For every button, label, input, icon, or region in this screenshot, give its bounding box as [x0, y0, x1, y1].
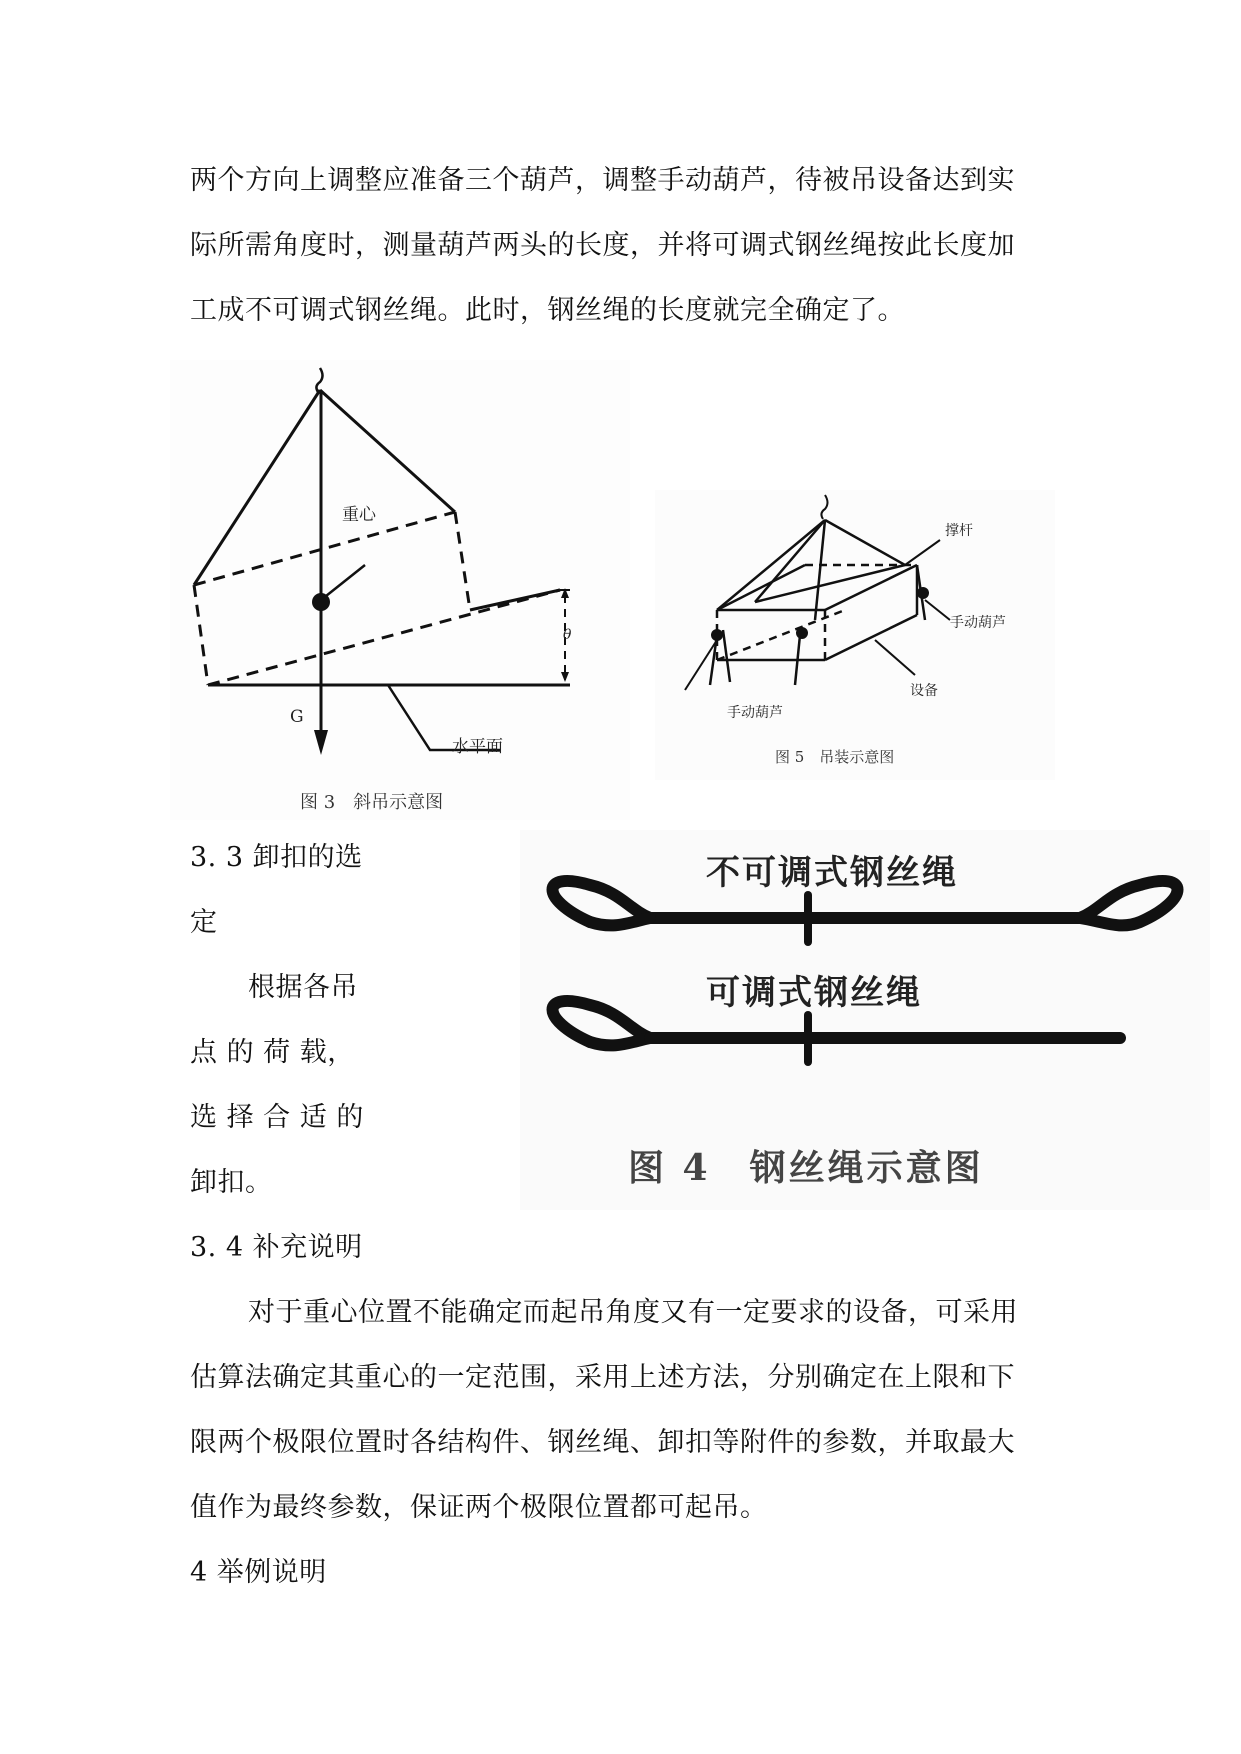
section-3-3-heading-cont: 定: [190, 907, 218, 938]
paragraph-line: 选 择 合 适 的: [190, 1102, 364, 1133]
figure-5: [655, 490, 1055, 780]
paragraph-line: 根据各吊: [248, 972, 358, 1003]
paragraph-line: 对于重心位置不能确定而起吊角度又有一定要求的设备，可采用: [248, 1297, 1018, 1328]
paragraph-line: 值作为最终参数，保证两个极限位置都可起吊。: [190, 1492, 768, 1523]
figure-3-caption: 图 3 斜吊示意图: [300, 792, 444, 813]
section-3-3-heading: 3. 3 卸扣的选: [190, 842, 363, 873]
figure-5-caption: 图 5 吊装示意图: [775, 748, 895, 766]
hoist-label-left: 手动葫芦: [727, 705, 783, 721]
non-adjustable-rope-label: 不可调式钢丝绳: [706, 853, 958, 893]
paragraph-line: 估算法确定其重心的一定范围，采用上述方法，分别确定在上限和下: [190, 1362, 1015, 1393]
section-4-heading: 4 举例说明: [190, 1557, 327, 1588]
figure-4-caption: 图 4 钢丝绳示意图: [628, 1147, 984, 1189]
adjustable-rope-label: 可调式钢丝绳: [706, 973, 922, 1013]
figure-3: [170, 360, 630, 820]
paragraph-line: 卸扣。: [190, 1167, 273, 1198]
paragraph-line: 点 的 荷 载，: [190, 1037, 355, 1068]
paragraph-line: 工成不可调式钢丝绳。此时，钢丝绳的长度就完全确定了。: [190, 295, 905, 326]
angle-label: θ: [563, 627, 572, 643]
paragraph-line: 际所需角度时，测量葫芦两头的长度，并将可调式钢丝绳按此长度加: [190, 230, 1015, 261]
paragraph-line: 限两个极限位置时各结构件、钢丝绳、卸扣等附件的参数，并取最大: [190, 1427, 1015, 1458]
paragraph-line: 两个方向上调整应准备三个葫芦，调整手动葫芦，待被吊设备达到实: [190, 165, 1015, 196]
horizontal-plane-label: 水平面: [452, 737, 503, 757]
section-3-4-heading: 3. 4 补充说明: [190, 1232, 363, 1263]
center-of-gravity-label: 重心: [342, 505, 376, 525]
hoist-label-right: 手动葫芦: [950, 615, 1006, 631]
figure-3-drawing: [170, 360, 630, 820]
figure-4: [520, 830, 1210, 1210]
strut-label: 撑杆: [945, 523, 973, 539]
gravity-label: G: [290, 707, 304, 727]
equipment-label: 设备: [910, 683, 938, 699]
figure-5-drawing: [655, 490, 1055, 780]
